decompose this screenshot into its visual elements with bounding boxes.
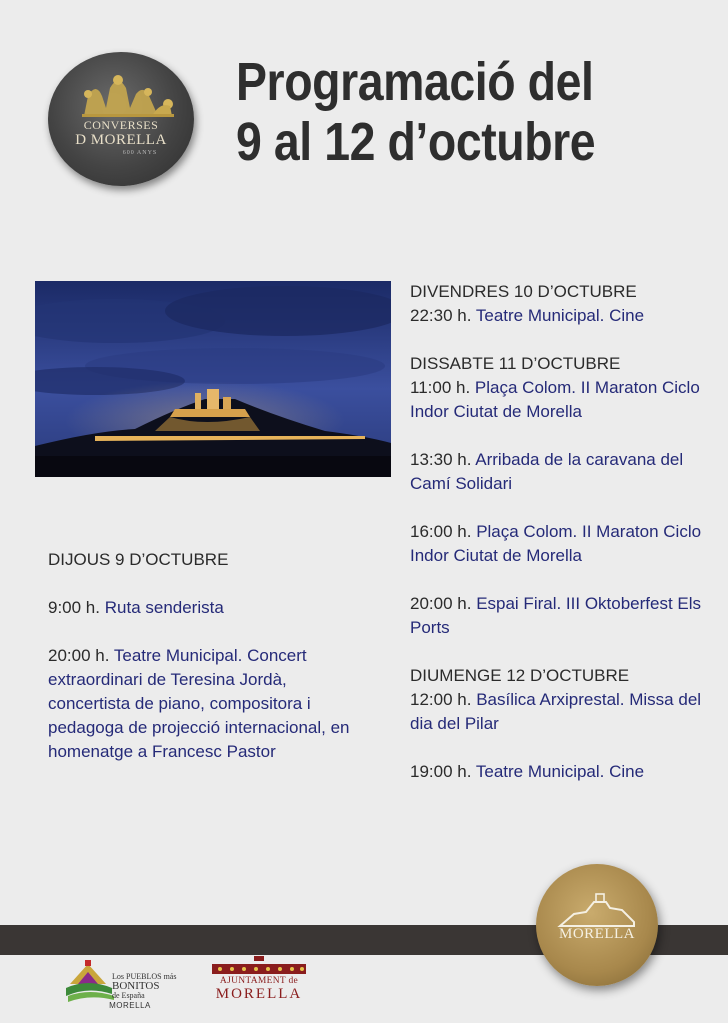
event-item — [410, 592, 710, 640]
morella-badge-logo — [536, 864, 658, 986]
logo-line-2: D MORELLA — [75, 132, 167, 148]
day-heading: DIVENDRES 10 D’OCTUBRE — [410, 282, 637, 301]
event-item — [410, 688, 710, 736]
event-description: Plaça Colom. II Maraton Ciclo Indor Ciutat de Morella — [410, 378, 700, 421]
event-item — [410, 448, 710, 496]
day-heading: DISSABTE 11 D’OCTUBRE — [410, 354, 621, 373]
event-item — [48, 644, 368, 764]
event-description: Teatre Municipal. Cine — [475, 762, 645, 781]
event-item — [410, 520, 710, 568]
event-time: 13:30 h. — [410, 450, 472, 469]
event-description: Arribada de la caravana del Camí Solidari — [410, 450, 684, 493]
event-description: Ruta senderista — [104, 598, 224, 617]
pueblos-place: MORELLA — [109, 1001, 151, 1010]
event-time: 11:00 h. — [410, 378, 471, 397]
event-item — [410, 304, 710, 328]
event-description: Teatre Municipal. Cine — [475, 306, 645, 325]
event-time: 12:00 h. — [410, 690, 472, 709]
ajuntament-emblem-icon — [210, 956, 308, 976]
event-time: 22:30 h. — [410, 306, 472, 325]
ajuntament-line-1: AJUNTAMENT de — [219, 976, 299, 986]
page-title — [236, 52, 640, 172]
event-item — [48, 596, 368, 620]
morella-night-photo — [35, 281, 391, 477]
event-time: 20:00 h. — [410, 594, 472, 613]
pueblos-bonitos-logo — [66, 958, 186, 1010]
pueblos-line-3: de España — [112, 991, 145, 1000]
logo-line-3: 600 ANYS — [122, 150, 158, 156]
event-description: Basílica Arxiprestal. Missa del dia del Pilar — [410, 690, 702, 733]
pueblos-text — [112, 972, 176, 1000]
title-line-2: 9 al 12 d’octubre — [236, 112, 596, 172]
pueblos-line-2: BONITOS — [112, 980, 160, 992]
event-description: Plaça Colom. II Maraton Ciclo Indor Ciutat de Morella — [410, 522, 702, 565]
event-item — [410, 760, 710, 784]
event-time: 9:00 h. — [48, 598, 100, 617]
event-time: 19:00 h. — [410, 762, 472, 781]
event-time: 16:00 h. — [410, 522, 472, 541]
pueblos-emblem-icon — [66, 958, 116, 1002]
converses-morella-logo — [48, 52, 194, 186]
event-description: Espai Firal. III Oktoberfest Els Ports — [410, 594, 702, 637]
day-heading: DIUMENGE 12 D’OCTUBRE — [410, 666, 630, 685]
logo-line-1: CONVERSES — [83, 118, 159, 132]
castle-icon — [536, 864, 658, 986]
pueblos-line-1: Los PUEBLOS más — [112, 972, 177, 981]
weekend-schedule — [410, 280, 710, 784]
event-description: Teatre Municipal. Concert extraordinari de Teresina Jordà, concertista de piano, compositora i pedagoga de projecció internacional, en homenatge a Francesc Pastor — [48, 646, 350, 761]
event-time: 20:00 h. — [48, 646, 110, 665]
day-heading: DIJOUS 9 D’OCTUBRE — [48, 550, 229, 569]
event-item — [410, 376, 710, 424]
thursday-schedule — [48, 548, 368, 764]
ajuntament-morella-logo — [210, 956, 308, 1006]
title-line-1: Programació del — [236, 52, 594, 112]
morella-badge-text: MORELLA — [559, 926, 635, 942]
ajuntament-line-2: MORELLA — [215, 986, 303, 1002]
